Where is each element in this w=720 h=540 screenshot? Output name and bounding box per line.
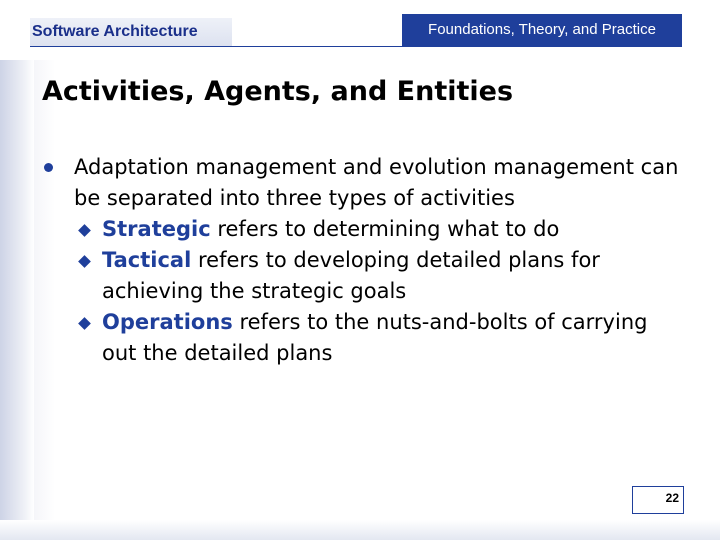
diamond-bullet-icon xyxy=(78,255,91,268)
bullet-line-1: Adaptation management and evolution management can xyxy=(74,155,679,179)
page-number-box xyxy=(632,486,684,514)
slide-content xyxy=(44,152,684,369)
diamond-bullet-icon xyxy=(78,224,91,237)
bullet-item xyxy=(44,152,684,214)
bullet-dot-icon xyxy=(44,163,53,172)
diamond-bullet-icon xyxy=(78,317,91,330)
slide-frame-left xyxy=(0,60,34,540)
header-course-title: Software Architecture xyxy=(30,18,232,46)
sub-item-text: refers to determining what to do xyxy=(210,217,560,241)
page-number: 22 xyxy=(665,491,679,505)
sub-item-text: refers to the nuts-and-bolts of carrying xyxy=(232,310,648,334)
header-rule xyxy=(30,46,682,47)
sub-item-term: Strategic xyxy=(102,217,211,241)
sub-item-text-continued: out the detailed plans xyxy=(102,341,333,365)
sub-item-tactical xyxy=(44,245,684,307)
bullet-line-2: be separated into three types of activities xyxy=(74,186,515,210)
sub-item-operations xyxy=(44,307,684,369)
slide-title: Activities, Agents, and Entities xyxy=(42,76,514,107)
sub-item-text-continued: achieving the strategic goals xyxy=(102,279,407,303)
sub-item-strategic xyxy=(44,214,684,245)
slide-frame-bottom xyxy=(0,520,720,540)
sub-item-text: refers to developing detailed plans for xyxy=(191,248,600,272)
sub-item-term: Tactical xyxy=(102,248,192,272)
header-subtitle: Foundations, Theory, and Practice xyxy=(402,14,682,46)
sub-item-term: Operations xyxy=(102,310,233,334)
